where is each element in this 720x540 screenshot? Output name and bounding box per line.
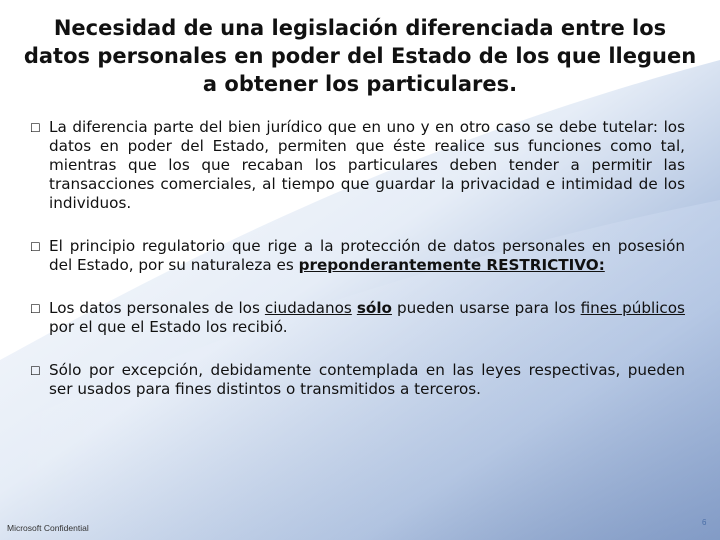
bullet-text: pueden usarse para los [391, 299, 581, 317]
bullet-list [30, 118, 685, 423]
confidential-label: Microsoft Confidential [7, 523, 89, 533]
bullet-item [30, 361, 685, 399]
underlined-text: ciudadanos [264, 299, 352, 317]
bullet-item [30, 299, 685, 337]
checkbox-arrow-icon: ☐ [30, 302, 41, 316]
checkbox-arrow-icon: ☐ [30, 240, 41, 254]
bullet-text: Sólo por excepción, debidamente contemplada en las leyes respectivas, pueden ser usados para fines distintos o transmitidos a terceros. [49, 361, 685, 398]
underlined-text: fines públicos [580, 299, 685, 317]
emphasis-text: preponderantemente RESTRICTIVO: [298, 256, 605, 274]
checkbox-arrow-icon: ☐ [30, 364, 41, 378]
bullet-item [30, 118, 685, 213]
bullet-text: La diferencia parte del bien jurídico que en uno y en otro caso se debe tutelar: los datos en poder del Estado, permiten que éste realice sus funciones como tal, mientras que los que recaban los particulares deben tender a permitir las transacciones comerciales, al tiempo que guardar la privacidad e intimidad de los individuos. [49, 118, 685, 212]
bullet-text: por el que el Estado los recibió. [49, 318, 288, 336]
emphasis-text: sólo [356, 299, 392, 317]
bullet-text: Los datos personales de los [49, 299, 265, 317]
bullet-item [30, 237, 685, 275]
checkbox-arrow-icon: ☐ [30, 121, 41, 135]
slide-title: Necesidad de una legislación diferenciada entre los datos personales en poder del Estado de los que lleguen a obtener los particulares. [23, 16, 697, 96]
bullet-text: El principio regulatorio que rige a la protección de datos personales en posesión del Estado, por su naturaleza es [49, 237, 685, 274]
page-number: 6 [702, 518, 707, 527]
